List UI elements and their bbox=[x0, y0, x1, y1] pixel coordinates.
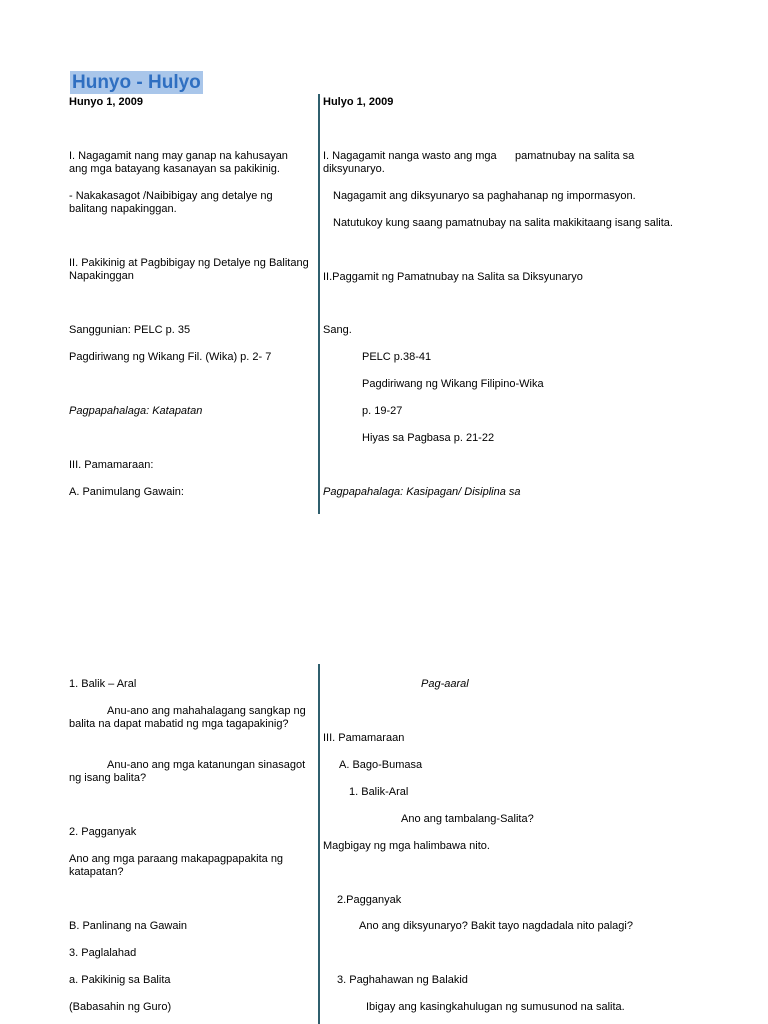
right-question-4: Ibigay ang kasingkahulugan ng sumusunod na salita. bbox=[366, 1001, 625, 1013]
right-question-1: Ano ang tambalang-Salita? bbox=[401, 813, 534, 825]
right-value: Pagpapahalaga: Kasipagan/ Disiplina sa bbox=[323, 486, 521, 498]
page-heading: Hunyo - Hulyo bbox=[72, 72, 201, 93]
left-reference-1: Sanggunian: PELC p. 35 bbox=[69, 324, 191, 336]
right-objective-a: Nagagamit ang diksyunaryo sa paghahanap ng impormasyon. bbox=[333, 190, 636, 202]
left-question-3: Ano ang mga paraang makapagpapakita ng katapatan? bbox=[69, 853, 284, 878]
left-listening: a. Pakikinig sa Balita bbox=[69, 974, 171, 986]
left-motivation: 2. Pagganyak bbox=[69, 826, 137, 838]
right-review: 1. Balik-Aral bbox=[349, 786, 409, 798]
left-value: Pagpapahalaga: Katapatan bbox=[69, 405, 203, 417]
right-question-3: Ano ang diksyunaryo? Bakit tayo nagdadala nito palagi? bbox=[359, 920, 633, 932]
right-motivation: 2.Pagganyak bbox=[337, 894, 402, 906]
left-reference-2: Pagdiriwang ng Wikang Fil. (Wika) p. 2- 7 bbox=[69, 351, 272, 363]
left-read-by-teacher: (Babasahin ng Guro) bbox=[69, 1001, 172, 1013]
left-date: Hunyo 1, 2009 bbox=[69, 96, 143, 108]
column-divider-bottom bbox=[318, 664, 320, 1024]
right-reference-4: Hiyas sa Pagbasa p. 21-22 bbox=[362, 432, 495, 444]
right-topic: II.Paggamit ng Pamatnubay na Salita sa Diksyunaryo bbox=[323, 271, 583, 283]
left-procedure-a: A. Panimulang Gawain: bbox=[69, 486, 184, 498]
right-before-reading: A. Bago-Bumasa bbox=[339, 759, 423, 771]
left-part-b: B. Panlinang na Gawain bbox=[69, 920, 188, 932]
left-review: 1. Balik – Aral bbox=[69, 678, 137, 690]
right-vocabulary: 3. Paghahawan ng Balakid bbox=[337, 974, 468, 986]
left-objective-1: I. Nagagamit nang may ganap na kahusayan ang mga batayang kasanayan sa pakikinig. bbox=[69, 150, 288, 175]
left-question-1: Anu-ano ang mahahalagang sangkap ng balita na dapat mabatid ng mga tagapakinig? bbox=[69, 705, 306, 730]
left-presentation: 3. Paglalahad bbox=[69, 947, 137, 959]
right-reference-3: p. 19-27 bbox=[362, 405, 403, 417]
right-objective-1: I. Nagagamit nanga wasto ang mga pamatnubay na salita sa diksyunaryo. bbox=[323, 150, 635, 175]
right-date: Hulyo 1, 2009 bbox=[323, 96, 394, 108]
right-objective-b: Natutukoy kung saang pamatnubay na salita makikitaang isang salita. bbox=[333, 217, 673, 229]
left-question-2: Anu-ano ang mga katanungan sinasagot ng isang balita? bbox=[69, 759, 306, 784]
left-objective-detail: - Nakakasagot /Naibibigay ang detalye ng balitang napakinggan. bbox=[69, 190, 273, 215]
right-pagaaral: Pag-aaral bbox=[421, 678, 469, 690]
right-sang: Sang. bbox=[323, 324, 352, 336]
right-reference-1: PELC p.38-41 bbox=[362, 351, 432, 363]
left-topic: II. Pakikinig at Pagbibigay ng Detalye ng Balitang Napakinggan bbox=[69, 257, 309, 282]
column-divider-top bbox=[318, 94, 320, 514]
left-procedure: III. Pamamaraan: bbox=[69, 459, 154, 471]
right-question-2: Magbigay ng mga halimbawa nito. bbox=[323, 840, 490, 852]
right-procedure: III. Pamamaraan bbox=[323, 732, 405, 744]
right-reference-2: Pagdiriwang ng Wikang Filipino-Wika bbox=[362, 378, 544, 390]
